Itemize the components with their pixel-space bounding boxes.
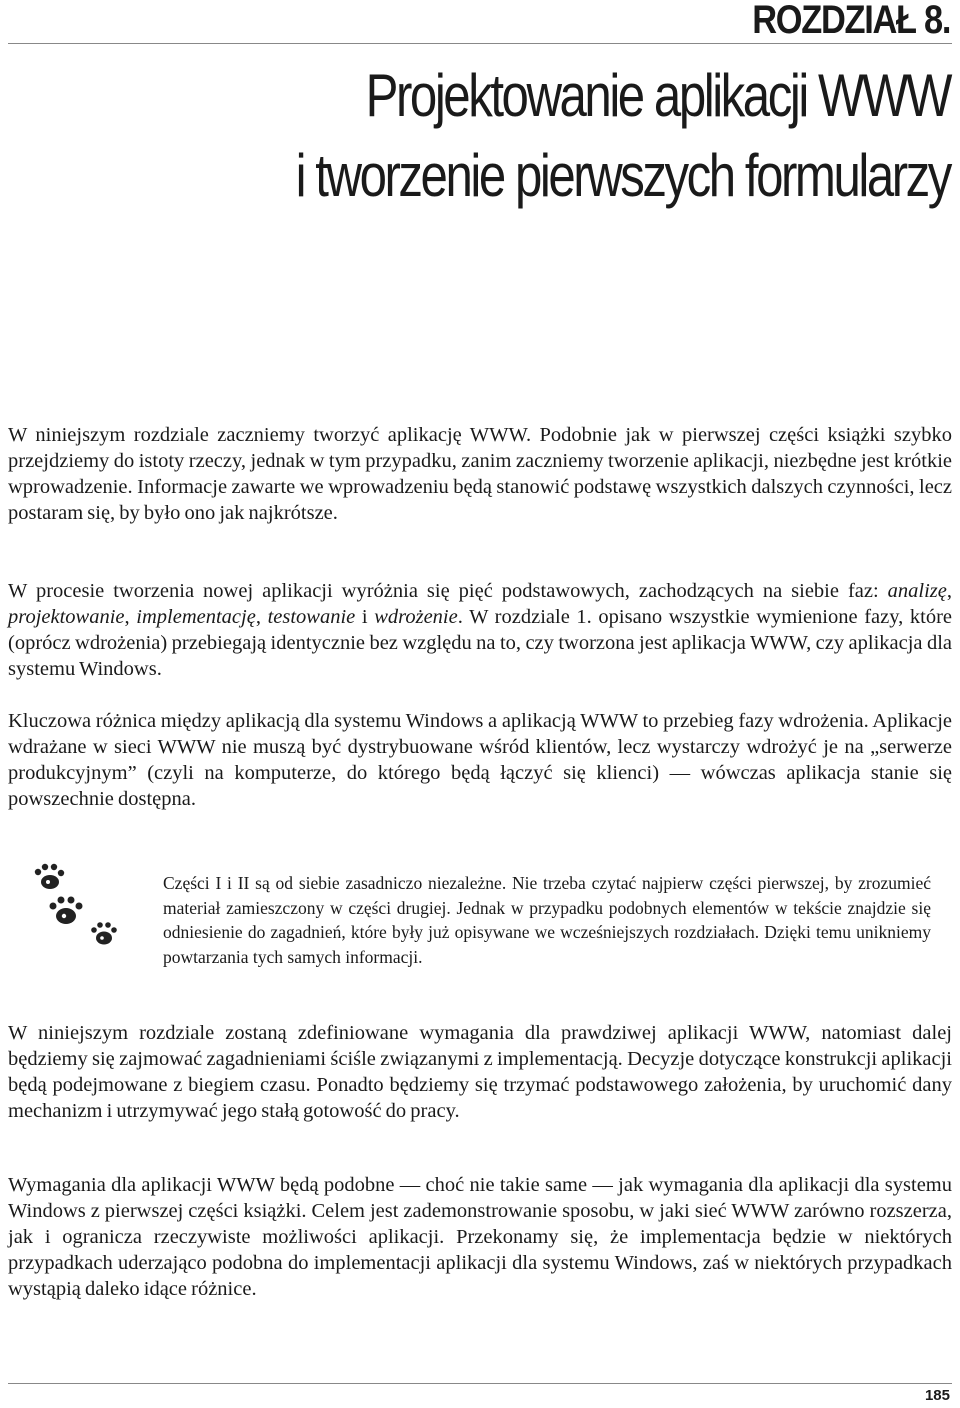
phase-separator: , xyxy=(946,580,952,602)
chapter-title xyxy=(296,56,950,216)
phase-separator: i xyxy=(355,606,375,628)
paw-prints-icon xyxy=(24,858,124,954)
phase-separator: , xyxy=(255,606,268,628)
page-number: 185 xyxy=(924,1387,950,1404)
phase-design: projektowanie xyxy=(8,606,125,628)
phase-testing: testowanie xyxy=(267,606,356,628)
paragraph-phases-tail: . W rozdziale 1. opisano wszystkie wymienione fazy, które (oprócz wdrożenia) przebiegają identycznie bez względu na to, czy tworzona jest aplikacja WWW, czy aplikacja dla systemu Windows. xyxy=(8,606,953,680)
paragraph-key-difference: Kluczowa różnica między aplikacją dla systemu Windows a aplikacją WWW to przebieg fazy wdrożenia. Aplikacje wdrażane w sieci WWW nie muszą być dystrybuowane wśród klientów, lecz wystarczy wdrożyć je na „serwerze produkcyjnym” (czyli na komputerze, do którego będą łączyć się klienci) — wówczas aplikacja stanie się powszechnie dostępna. xyxy=(8,710,952,810)
paragraph-phases xyxy=(8,578,952,682)
footer-rule xyxy=(8,1383,952,1384)
chapter-title-line-1: Projektowanie aplikacji WWW xyxy=(365,62,950,129)
phase-analysis: analizę xyxy=(887,580,947,602)
paragraph-phases-lead: W procesie tworzenia nowej aplikacji wyróżnia się pięć podstawowych, zachodzących na siebie faz: xyxy=(8,580,888,602)
phase-implementation: implementację xyxy=(136,606,256,628)
paragraph-requirements: W niniejszym rozdziale zostaną zdefiniowane wymagania dla prawdziwej aplikacji WWW, natomiast dalej będziemy się zajmować zagadnieniami ściśle związanymi z implementacją. Decyzje dotyczące konstrukcji aplikacji będą podejmowane z biegiem czasu. Ponadto będziemy się trzymać podstawowego założenia, by uruchomić dany mechanizm i utrzymywać jego stałą gotowość do pracy. xyxy=(8,1022,952,1122)
phase-deployment: wdrożenie xyxy=(374,606,458,628)
note-text: Części I i II są od siebie zasadniczo niezależne. Nie trzeba czytać najpierw części pierwszej, by zrozumieć materiał zamieszczony w części drugiej. Jednak w przypadku podobnych elementów w tekście znajdzie się odniesienie do zagadnień, które były już opisywane we wcześniejszych rozdziałach. Dzięki temu unikniemy powtarzania tych samych informacji. xyxy=(163,873,931,967)
paragraph-intro: W niniejszym rozdziale zaczniemy tworzyć aplikację WWW. Podobnie jak w pierwszej części książki szybko przejdziemy do istoty rzeczy, jednak w tym przypadku, zanim zaczniemy tworzenie aplikacji, niezbędne jest krótkie wprowadzenie. Informacje zawarte we wprowadzeniu będą stanowić podstawę wszystkich dalszych czynności, lecz postaram się, by było ono jak najkrótsze. xyxy=(8,424,952,524)
header-rule xyxy=(8,43,952,44)
chapter-label: ROZDZIAŁ 8. xyxy=(752,0,950,42)
paragraph-web-vs-windows: Wymagania dla aplikacji WWW będą podobne — choć nie takie same — jak wymagania dla aplikacji dla systemu Windows z pierwszej części książki. Celem jest zademonstrowanie sposobu, w jaki sieć WWW zarówno rozszerza, jak i ogranicza rzeczywiste możliwości aplikacji. Przekonamy się, że implementacja będzie w niektórych przypadkach uderzająco podobna do implementacji aplikacji dla systemu Windows, zaś w niektórych przypadkach wystąpią daleko idące różnice. xyxy=(8,1174,952,1300)
chapter-title-line-2: i tworzenie pierwszych formularzy xyxy=(295,142,950,209)
phase-separator: , xyxy=(124,606,137,628)
